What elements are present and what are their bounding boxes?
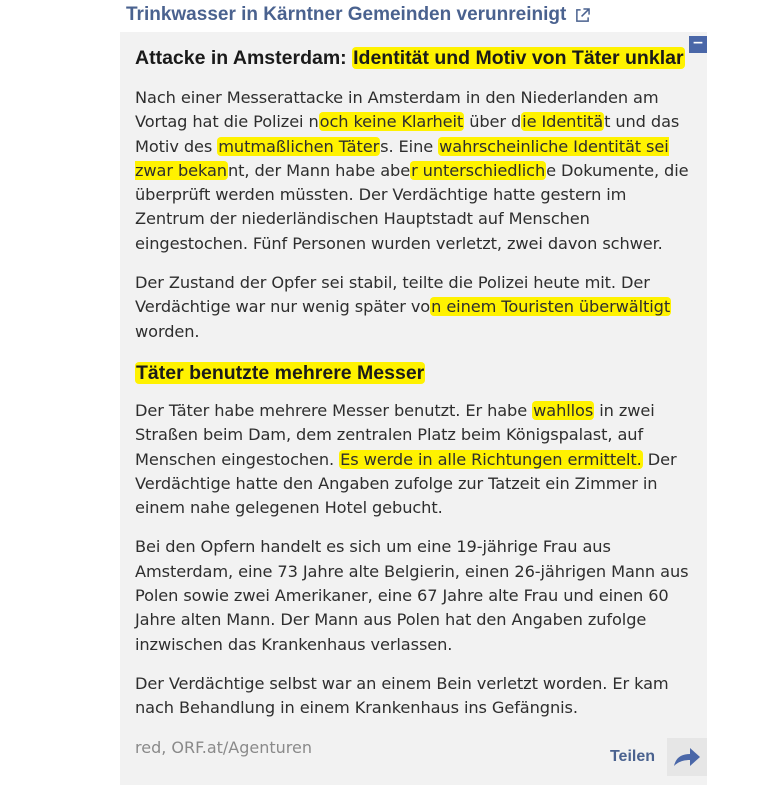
heading-attack	[135, 44, 695, 72]
article-content	[135, 44, 695, 736]
text: e Dokumente, die überprüft werden müssten. Der Verdächtige hatte gestern im Zentrum der niederländischen Hauptstadt auf Menschen eingestochen. Fünf Personen wurden verletzt, zwei davon schwer.	[135, 160, 689, 253]
text: Nach einer Messerattacke in Amsterdam in den Niederlanden am Vortag hat die Polizei n	[135, 88, 659, 132]
share-label: Teilen	[609, 748, 655, 765]
text: t und das Motiv des	[135, 112, 680, 156]
paragraph-2	[135, 271, 695, 344]
text: nt, der Mann habe abe	[227, 160, 411, 180]
text: über d	[464, 112, 522, 132]
paragraph-1	[135, 86, 695, 256]
heading-highlight: Täter benutzte mehrere Messer	[136, 361, 425, 384]
text: Der Zustand der Opfer sei stabil, teilte die Polizei heute mit. Der Verdächtige war nur wenig später vo	[135, 273, 650, 317]
heading-knives	[135, 359, 695, 387]
paragraph-3	[135, 399, 695, 520]
text: in zwei Straßen beim Dam, dem zentralen Platz beim Königspalast, auf Menschen eingestochen.	[135, 400, 655, 469]
text: worden.	[135, 321, 200, 341]
paragraph-4: Bei den Opfern handelt es sich um eine 19-jährige Frau aus Amsterdam, eine 73 Jahre alte Belgierin, einen 26-jährigen Mann aus Polen sowie zwei Amerikaner, eine 67 Jahre alte Frau und einen 60 Jahre alten Mann. Der Mann aus Polen hat den Angaben zufolge inzwischen das Krankenhaus verlassen.	[135, 537, 689, 654]
article-source: red, ORF.at/Agenturen	[135, 738, 313, 757]
highlight: wahrscheinliche Identität sei zwar bekan	[135, 136, 669, 180]
text: s. Eine	[380, 136, 439, 156]
share-button[interactable]	[610, 738, 707, 776]
related-article-label: Trinkwasser in Kärntner Gemeinden verunreinigt	[126, 4, 567, 25]
related-article-link[interactable]	[126, 4, 590, 26]
highlight: Es werde in alle Richtungen ermittelt.	[340, 449, 642, 469]
article-card	[120, 32, 707, 785]
text: Der Verdächtige hatte den Angaben zufolge zur Tatzeit ein Zimmer in einem nahe gelegenen Hotel gebucht.	[135, 449, 677, 518]
external-link-icon	[575, 8, 590, 23]
share-icon-box[interactable]	[667, 738, 707, 776]
highlight: wahllos	[533, 400, 594, 420]
text: Der Täter habe mehrere Messer benutzt. Er habe	[135, 400, 533, 420]
highlight: ie Identitä	[522, 112, 604, 132]
highlight: mutmaßlichen Täter	[218, 136, 380, 156]
collapse-button[interactable]: −	[689, 36, 707, 53]
paragraph-5: Der Verdächtige selbst war an einem Bein verletzt worden. Er kam nach Behandlung in einem Krankenhaus ins Gefängnis.	[135, 673, 669, 718]
heading-plain: Attacke in Amsterdam:	[135, 47, 347, 69]
highlight: n einem Touristen überwältigt	[431, 297, 671, 317]
highlight: r unterschiedlich	[411, 160, 546, 180]
highlight: och keine Klarheit	[319, 112, 464, 132]
share-arrow-icon	[672, 746, 702, 768]
heading-highlight: Identität und Motiv von Täter unklar	[353, 47, 684, 69]
